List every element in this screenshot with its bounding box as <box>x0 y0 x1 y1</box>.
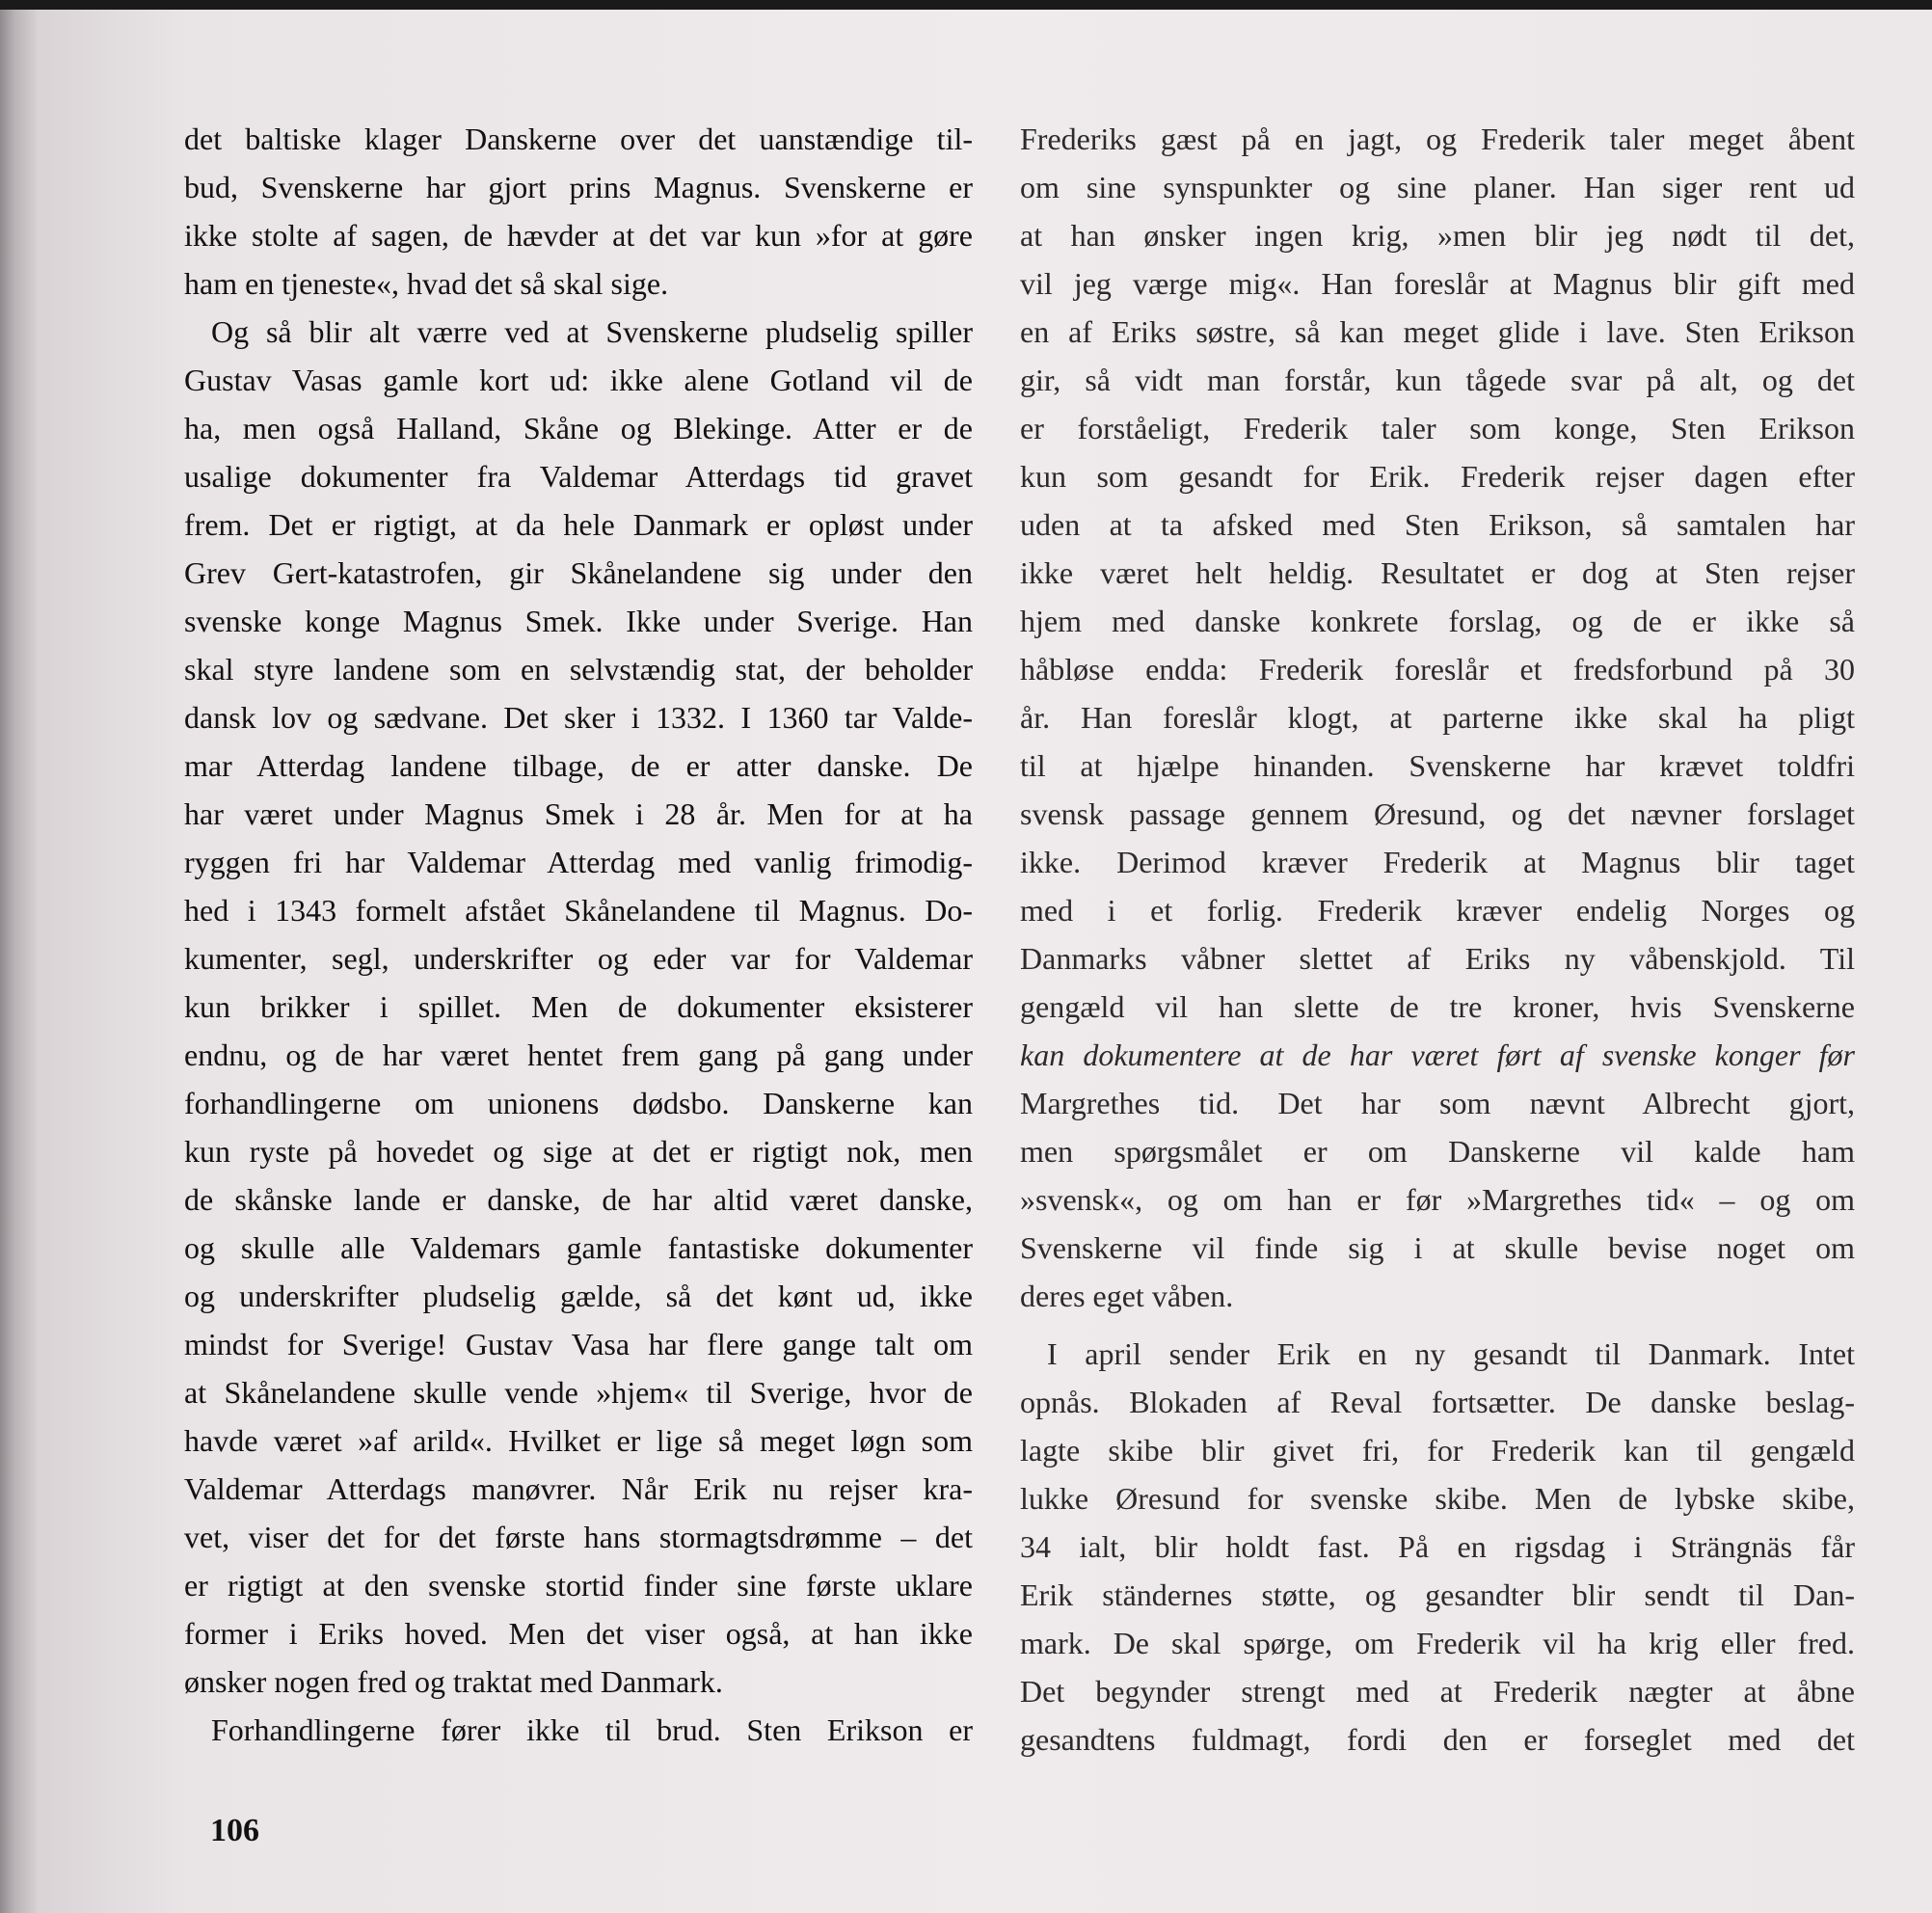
text-line: kun ryste på hovedet og sige at det er rigtigt nok, men <box>184 1134 973 1169</box>
book-gutter <box>0 10 37 1913</box>
text-line: kun brikker i spillet. Men de dokumenter eksisterer <box>184 989 973 1024</box>
text-line: men spørgsmålet er om Danskerne vil kalde ham <box>1020 1134 1855 1169</box>
text-line: har været under Magnus Smek i 28 år. Men for at ha <box>184 796 973 831</box>
text-line: om sine synspunkter og sine planer. Han siger rent ud <box>1020 170 1855 204</box>
text-line: opnås. Blokaden af Reval fortsætter. De danske beslag- <box>1020 1385 1855 1419</box>
text-line: skal styre landene som en selvstændig stat, der beholder <box>184 652 973 687</box>
text-line: at han ønsker ingen krig, »men blir jeg nødt til det, <box>1020 218 1855 253</box>
text-line: Erik ständernes støtte, og gesandter blir sendt til Dan- <box>1020 1577 1855 1612</box>
text-line: håbløse endda: Frederik foreslår et fredsforbund på 30 <box>1020 652 1855 687</box>
text-line: uden at ta afsked med Sten Erikson, så samtalen har <box>1020 507 1855 542</box>
text-line: ha, men også Halland, Skåne og Blekinge. Atter er de <box>184 411 973 445</box>
text-line: ønsker nogen fred og traktat med Danmark. <box>184 1664 723 1699</box>
text-line: hjem med danske konkrete forslag, og de er ikke så <box>1020 604 1855 638</box>
text-line: til at hjælpe hinanden. Svenskerne har krævet toldfri <box>1020 748 1855 783</box>
text-line: ikke været helt heldig. Resultatet er dog at Sten rejser <box>1020 555 1855 590</box>
text-line: usalige dokumenter fra Valdemar Atterdags tid gravet <box>184 459 973 494</box>
text-line: Gustav Vasas gamle kort ud: ikke alene Gotland vil de <box>184 363 973 397</box>
text-line: og underskrifter pludselig gælde, så det kønt ud, ikke <box>184 1279 973 1313</box>
text-line: frem. Det er rigtigt, at da hele Danmark er opløst under <box>184 507 973 542</box>
text-line: er forståeligt, Frederik taler som konge, Sten Erikson <box>1020 411 1855 445</box>
text-line: år. Han foreslår klogt, at parterne ikke skal ha pligt <box>1020 700 1855 735</box>
text-line: svenske konge Magnus Smek. Ikke under Sverige. Han <box>184 604 973 638</box>
text-line: bud, Svenskerne har gjort prins Magnus. Svenskerne er <box>184 170 973 204</box>
text-line: kan dokumentere at de har været ført af svenske konger før <box>1020 1037 1855 1072</box>
text-line: ham en tjeneste«, hvad det så skal sige. <box>184 266 669 301</box>
text-line: og skulle alle Valdemars gamle fantastiske dokumenter <box>184 1230 973 1265</box>
text-line: kumenter, segl, underskrifter og eder var for Valdemar <box>184 941 973 976</box>
text-line: mar Atterdag landene tilbage, de er atter danske. De <box>184 748 973 783</box>
text-line: Svenskerne vil finde sig i at skulle bevise noget om <box>1020 1230 1855 1265</box>
text-line: Og så blir alt værre ved at Svenskerne pludselig spiller <box>211 314 973 349</box>
text-line: at Skånelandene skulle vende »hjem« til Sverige, hvor de <box>184 1375 973 1410</box>
text-line: deres eget våben. <box>1020 1279 1234 1313</box>
text-line: ikke. Derimod kræver Frederik at Magnus blir taget <box>1020 845 1855 879</box>
text-line: Valdemar Atterdags manøvrer. Når Erik nu rejser kra- <box>184 1471 973 1506</box>
text-line: mark. De skal spørge, om Frederik vil ha krig eller fred. <box>1020 1626 1855 1660</box>
text-line: det baltiske klager Danskerne over det uanstændige til- <box>184 121 973 156</box>
text-line: »svensk«, og om han er før »Margrethes tid« – og om <box>1020 1182 1855 1217</box>
text-line: med i et forlig. Frederik kræver endelig Norges og <box>1020 893 1855 928</box>
text-line: gir, så vidt man forstår, kun tågede svar på alt, og det <box>1020 363 1855 397</box>
text-line: former i Eriks hoved. Men det viser også, at han ikke <box>184 1616 973 1651</box>
text-line: 34 ialt, blir holdt fast. På en rigsdag i Strängnäs får <box>1020 1529 1855 1564</box>
text-line: mindst for Sverige! Gustav Vasa har flere gange talt om <box>184 1327 973 1361</box>
text-line: Frederiks gæst på en jagt, og Frederik taler meget åbent <box>1020 121 1855 156</box>
text-line: svensk passage gennem Øresund, og det nævner forslaget <box>1020 796 1855 831</box>
text-line: hed i 1343 formelt afstået Skånelandene til Magnus. Do- <box>184 893 973 928</box>
text-line: vet, viser det for det første hans stormagtsdrømme – det <box>184 1520 973 1554</box>
text-line: lagte skibe blir givet fri, for Frederik kan til gengæld <box>1020 1433 1855 1468</box>
text-line: ryggen fri har Valdemar Atterdag med vanlig frimodig- <box>184 845 973 879</box>
text-line: Grev Gert-katastrofen, gir Skånelandene sig under den <box>184 555 973 590</box>
text-line: er rigtigt at den svenske stortid finder sine første uklare <box>184 1568 973 1603</box>
text-line: kun som gesandt for Erik. Frederik rejser dagen efter <box>1020 459 1855 494</box>
text-line: en af Eriks søstre, så kan meget glide i lave. Sten Erikson <box>1020 314 1855 349</box>
text-line: dansk lov og sædvane. Det sker i 1332. I 1360 tar Valde- <box>184 700 973 735</box>
text-line: Margrethes tid. Det har som nævnt Albrecht gjort, <box>1020 1086 1855 1120</box>
text-line: ikke stolte af sagen, de hævder at det var kun »for at gøre <box>184 218 973 253</box>
page-number: 106 <box>210 1813 259 1848</box>
book-page <box>37 10 1932 1913</box>
text-line: forhandlingerne om unionens dødsbo. Danskerne kan <box>184 1086 973 1120</box>
text-line: gesandtens fuldmagt, fordi den er forseglet med det <box>1020 1722 1855 1757</box>
text-line: Danmarks våbner slettet af Eriks ny våbenskjold. Til <box>1020 941 1855 976</box>
text-line: havde været »af arild«. Hvilket er lige så meget løgn som <box>184 1423 973 1458</box>
text-line: endnu, og de har været hentet frem gang på gang under <box>184 1037 973 1072</box>
text-line: vil jeg værge mig«. Han foreslår at Magnus blir gift med <box>1020 266 1855 301</box>
text-line: gengæld vil han slette de tre kroner, hvis Svenskerne <box>1020 989 1855 1024</box>
top-edge <box>0 0 1932 10</box>
text-line: lukke Øresund for svenske skibe. Men de lybske skibe, <box>1020 1481 1855 1516</box>
text-line: Forhandlingerne fører ikke til brud. Sten Erikson er <box>211 1712 973 1747</box>
text-line: de skånske lande er danske, de har altid været danske, <box>184 1182 973 1217</box>
text-line: I april sender Erik en ny gesandt til Danmark. Intet <box>1047 1336 1855 1371</box>
text-line: Det begynder strengt med at Frederik nægter at åbne <box>1020 1674 1855 1709</box>
